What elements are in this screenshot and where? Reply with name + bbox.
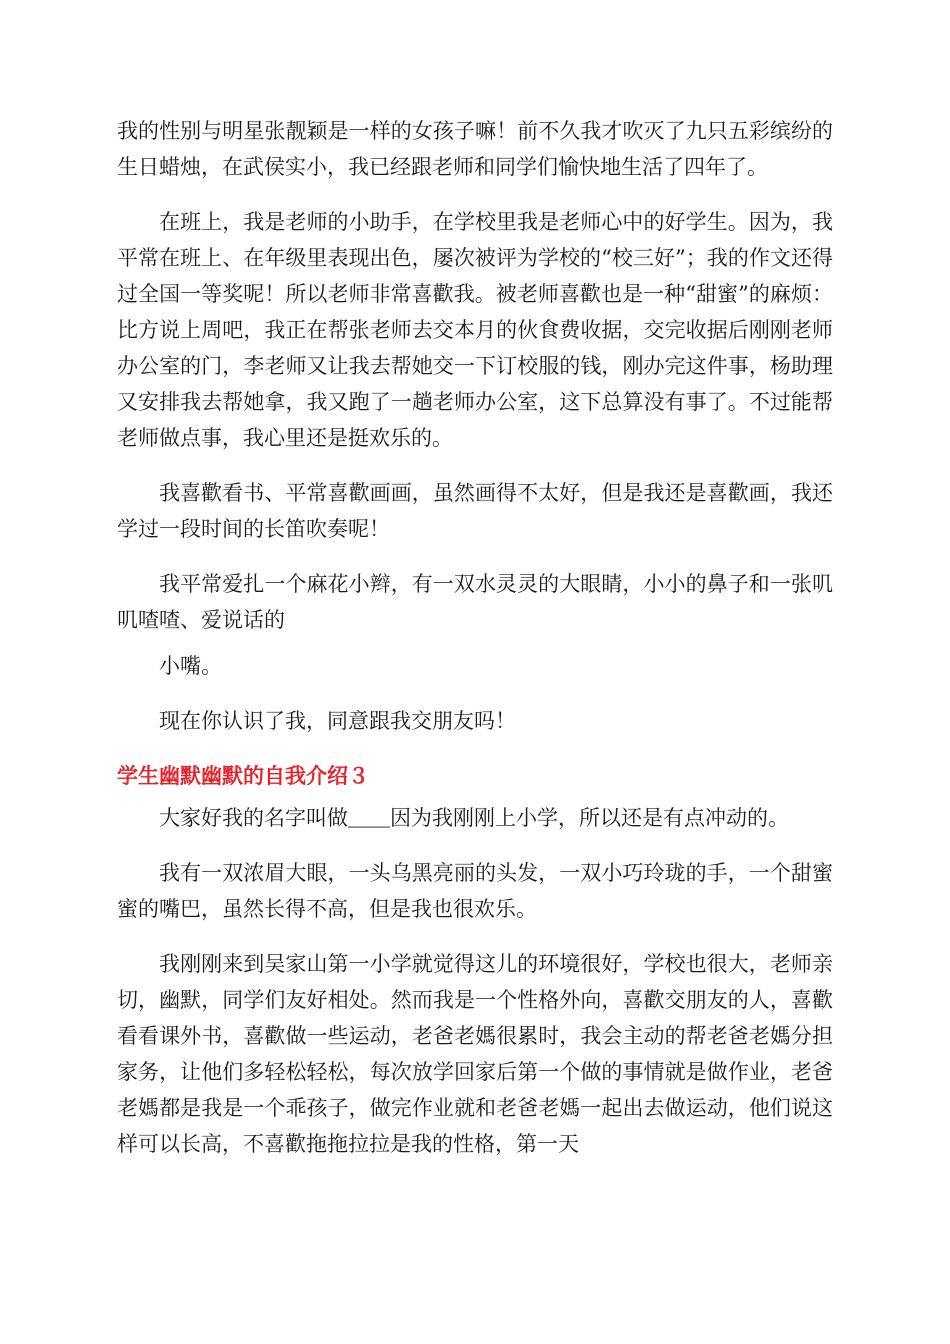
paragraph-1: 我的性别与明星张靓颖是一样的女孩子嘛！前不久我才吹灭了九只五彩缤纷的生日蜡烛，在武侯实小，我已经跟老师和同学们愉快地生活了四年了。 xyxy=(117,119,833,179)
paragraph-6: 现在你认识了我，同意跟我交朋友吗！ xyxy=(159,709,516,733)
paragraph-8: 我有一双浓眉大眼，一头乌黑亮丽的头发，一双小巧玲珑的手，一个甜蜜蜜的嘴巴，虽然长得不高，但是我也很欢乐。 xyxy=(117,861,833,921)
paragraph-5: 小嘴。 xyxy=(159,654,222,678)
paragraph-2: 在班上，我是老师的小助手，在学校里我是老师心中的好学生。因为，我平常在班上、在年级里表现出色，屡次被评为学校的“校三好”；我的作文还得过全国一等奖呢！所以老师非常喜歡我。被老师喜歡也是一种“甜蜜”的麻烦：比方说上周吧，我正在帮张老师去交本月的伙食费收据，交完收据后刚刚老师办公室的门，李老师又让我去帮她交一下订校服的钱，刚办完这件事，杨助理又安排我去帮她拿，我又跑了一趟老师办公室，这下总算没有事了。不过能帮老师做点事，我心里还是挺欢乐的。 xyxy=(117,210,833,450)
section-heading: 学生幽默幽默的自我介绍３ xyxy=(117,764,369,788)
paragraph-3: 我喜歡看书、平常喜歡画画，虽然画得不太好，但是我还是喜歡画，我还学过一段时间的长笛吹奏呢！ xyxy=(117,481,833,541)
paragraph-4: 我平常爱扎一个麻花小辫，有一双水灵灵的大眼睛，小小的鼻子和一张叽叽喳喳、爱说话的 xyxy=(117,572,833,632)
document-body xyxy=(117,113,833,1181)
paragraph-7: 大家好我的名字叫做＿＿因为我刚刚上小学，所以还是有点冲动的。 xyxy=(159,806,789,830)
paragraph-9: 我刚刚来到吴家山第一小学就觉得这儿的环境很好，学校也很大，老师亲切，幽默，同学们友好相处。然而我是一个性格外向，喜歡交朋友的人，喜歡看看课外书，喜歡做一些运动，老爸老媽很累时，我会主动的帮老爸老媽分担家务，让他们多轻松轻松，每次放学回家后第一个做的事情就是做作业，老爸老媽都是我是一个乖孩子，做完作业就和老爸老媽一起出去做运动，他们说这样可以长高，不喜歡拖拖拉拉是我的性格，第一天 xyxy=(117,952,833,1156)
